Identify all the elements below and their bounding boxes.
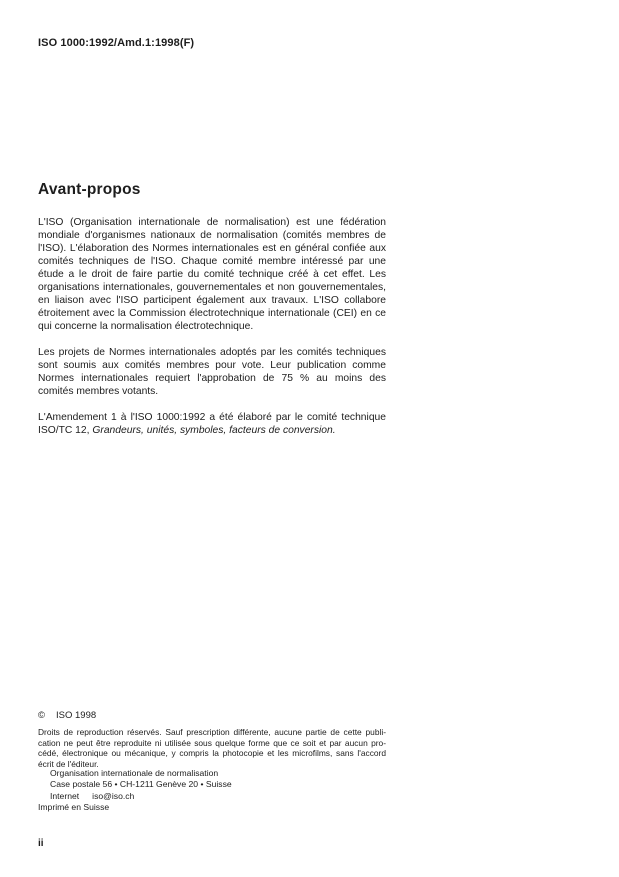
- copyright-line: [38, 710, 96, 721]
- copyright-symbol: ©: [38, 710, 45, 721]
- copyright-text: ISO 1998: [56, 710, 97, 721]
- foreword-paragraph-3: [38, 411, 386, 437]
- foreword-title: Avant-propos: [38, 181, 141, 198]
- rights-notice-line: écrit de l'éditeur.: [38, 758, 99, 769]
- foreword-paragraph-2: Les projets de Normes internationales adoptés par les comités techniques sont soumis aux comités membres pour vote. Leur publication comme Normes internationales requiert l'approbation de 75 % au moins des comités membres votants.: [38, 347, 386, 397]
- internet-label: Internet: [50, 790, 80, 801]
- amendment-sentence: L'Amendement 1 à l'ISO 1000:1992 a été élaboré par le comité technique ISO/TC 12,: [38, 412, 386, 436]
- rights-notice-line: cation ne peut être reproduite ni utilisée sous quelque forme que ce soit et par aucun pro-: [38, 737, 386, 748]
- publisher-internet-line: [50, 791, 232, 802]
- rights-notice: [38, 727, 386, 769]
- foreword-body: [38, 216, 386, 442]
- publisher-postal-address: Case postale 56 • CH-1211 Genève 20 • Suisse: [50, 779, 232, 790]
- document-reference-header: ISO 1000:1992/Amd.1:1998(F): [38, 37, 195, 49]
- internet-email: iso@iso.ch: [92, 790, 135, 801]
- printed-in-notice: Imprimé en Suisse: [38, 802, 110, 812]
- publisher-address: [50, 768, 232, 802]
- page-number: ii: [38, 838, 44, 849]
- technical-committee-title: Grandeurs, unités, symboles, facteurs de conversion.: [92, 425, 336, 436]
- foreword-paragraph-1: L'ISO (Organisation internationale de normalisation) est une fédération mondiale d'organismes nationaux de normalisation (comités membres de l'ISO). L'élaboration des Normes internationales est en général confiée aux comités techniques de l'ISO. Chaque comité membre intéressé par une étude a le droit de faire partie du comité technique créé à cet effet. Les organisations internationales, gouvernementales et non gouvernementales, en liaison avec l'ISO participent également aux travaux. L'ISO collabore étroitement avec la Commission électrotechnique internationale (CEI) en ce qui concerne la normalisation électrotechnique.: [38, 217, 386, 332]
- rights-notice-line: Droits de reproduction réservés. Sauf prescription différente, aucune partie de cette publi-: [38, 727, 386, 737]
- publisher-name: Organisation internationale de normalisation: [50, 768, 219, 778]
- rights-notice-line: cédé, électronique ou mécanique, y compris la photocopie et les microfilms, sans l'accord: [38, 748, 386, 759]
